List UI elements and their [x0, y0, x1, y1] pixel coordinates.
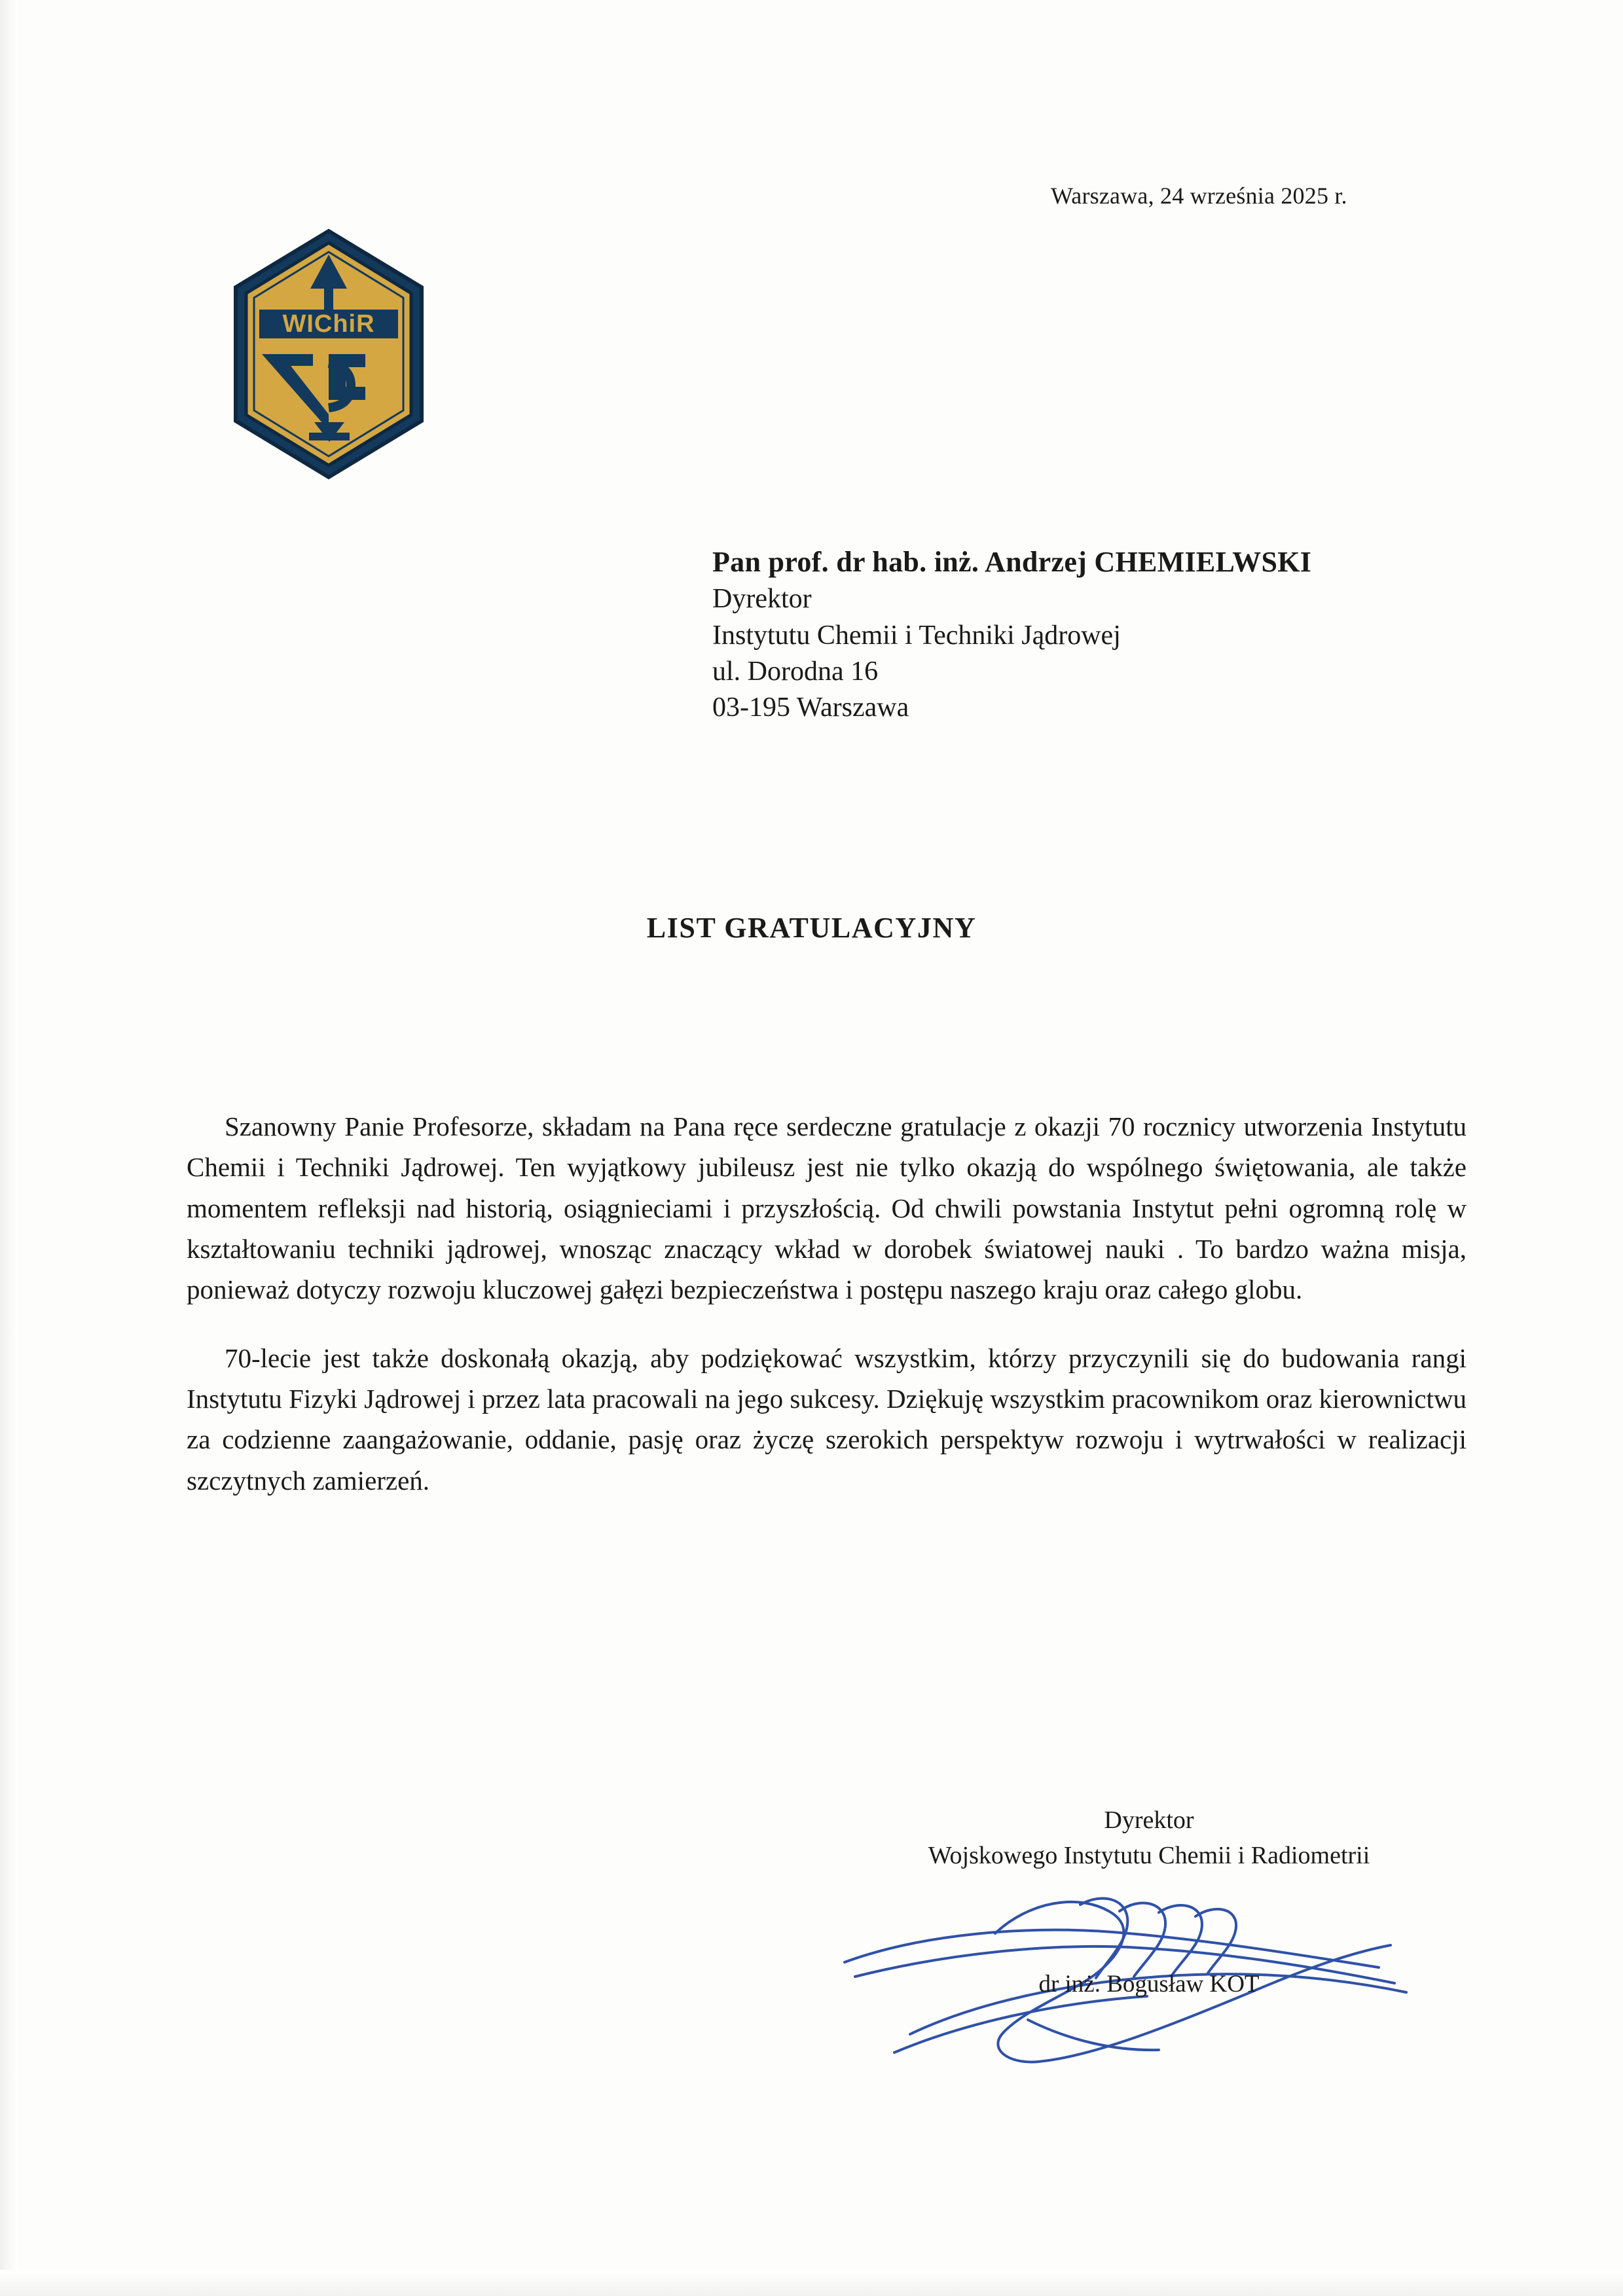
scan-edge-bottom: [0, 2270, 1623, 2296]
addressee-city: 03-195 Warszawa: [712, 692, 909, 723]
addressee-institute: Instytutu Chemii i Techniki Jądrowej: [712, 620, 1121, 651]
letter-body: [187, 1106, 1467, 1501]
letter-paragraph-2: 70-lecie jest także doskonałą okazją, aby podziękować wszystkim, którzy przyczynili się do budowania rangi Instytutu Fizyki Jądrowej i przez lata pracowali na jego sukcesy. Dziękuję wszystkim pracownikom oraz kierownictwu za codzienne zaangażowanie, oddanie, pasję oraz życzę szerokich perspektyw rozwoju i wytrwałości w realizacji szczytnych zamierzeń.: [187, 1342, 1467, 1496]
signature-role-line-1: Dyrektor: [1104, 1806, 1194, 1834]
addressee-street: ul. Dorodna 16: [712, 656, 879, 687]
signature-role-line-2: Wojskowego Instytutu Chemii i Radiometrii: [928, 1841, 1370, 1869]
letter-paragraph-1: Szanowny Panie Profesorze, składam na Pana ręce serdeczne gratulacje z okazji 70 rocznicy utworzenia Instytutu Chemii i Techniki Jądrowej. Ten wyjątkowy jubileusz jest nie tylko okazją do wspólnego świętowania, ale także momentem refleksji nad historią, osiągnieciami i przyszłością. Od chwili powstania Instytut pełni ogromną rolę w kształtowaniu techniki jądrowej, wnosząc znaczący wkład w dorobek światowej nauki . To bardzo ważna misja, ponieważ dotyczy rozwoju kluczowej gałęzi bezpieczeństwa i postępu naszego kraju oraz całego globu.: [187, 1111, 1467, 1305]
addressee-block: [712, 543, 1311, 726]
signature-role-block: [812, 1803, 1486, 1874]
addressee-role: Dyrektor: [712, 584, 812, 615]
signature-name: dr inż. Bogusław KOT: [1038, 1971, 1260, 1998]
svg-text:WIChiR: WIChiR: [282, 310, 375, 338]
addressee-name: Pan prof. dr hab. inż. Andrzej CHEMIELWSKI: [712, 546, 1312, 578]
page-title: LIST GRATULACYJNY: [646, 912, 977, 944]
scan-edge-left: [0, 0, 17, 2296]
date-line: Warszawa, 24 września 2025 r.: [1051, 183, 1347, 209]
wichir-logo: [230, 226, 427, 482]
